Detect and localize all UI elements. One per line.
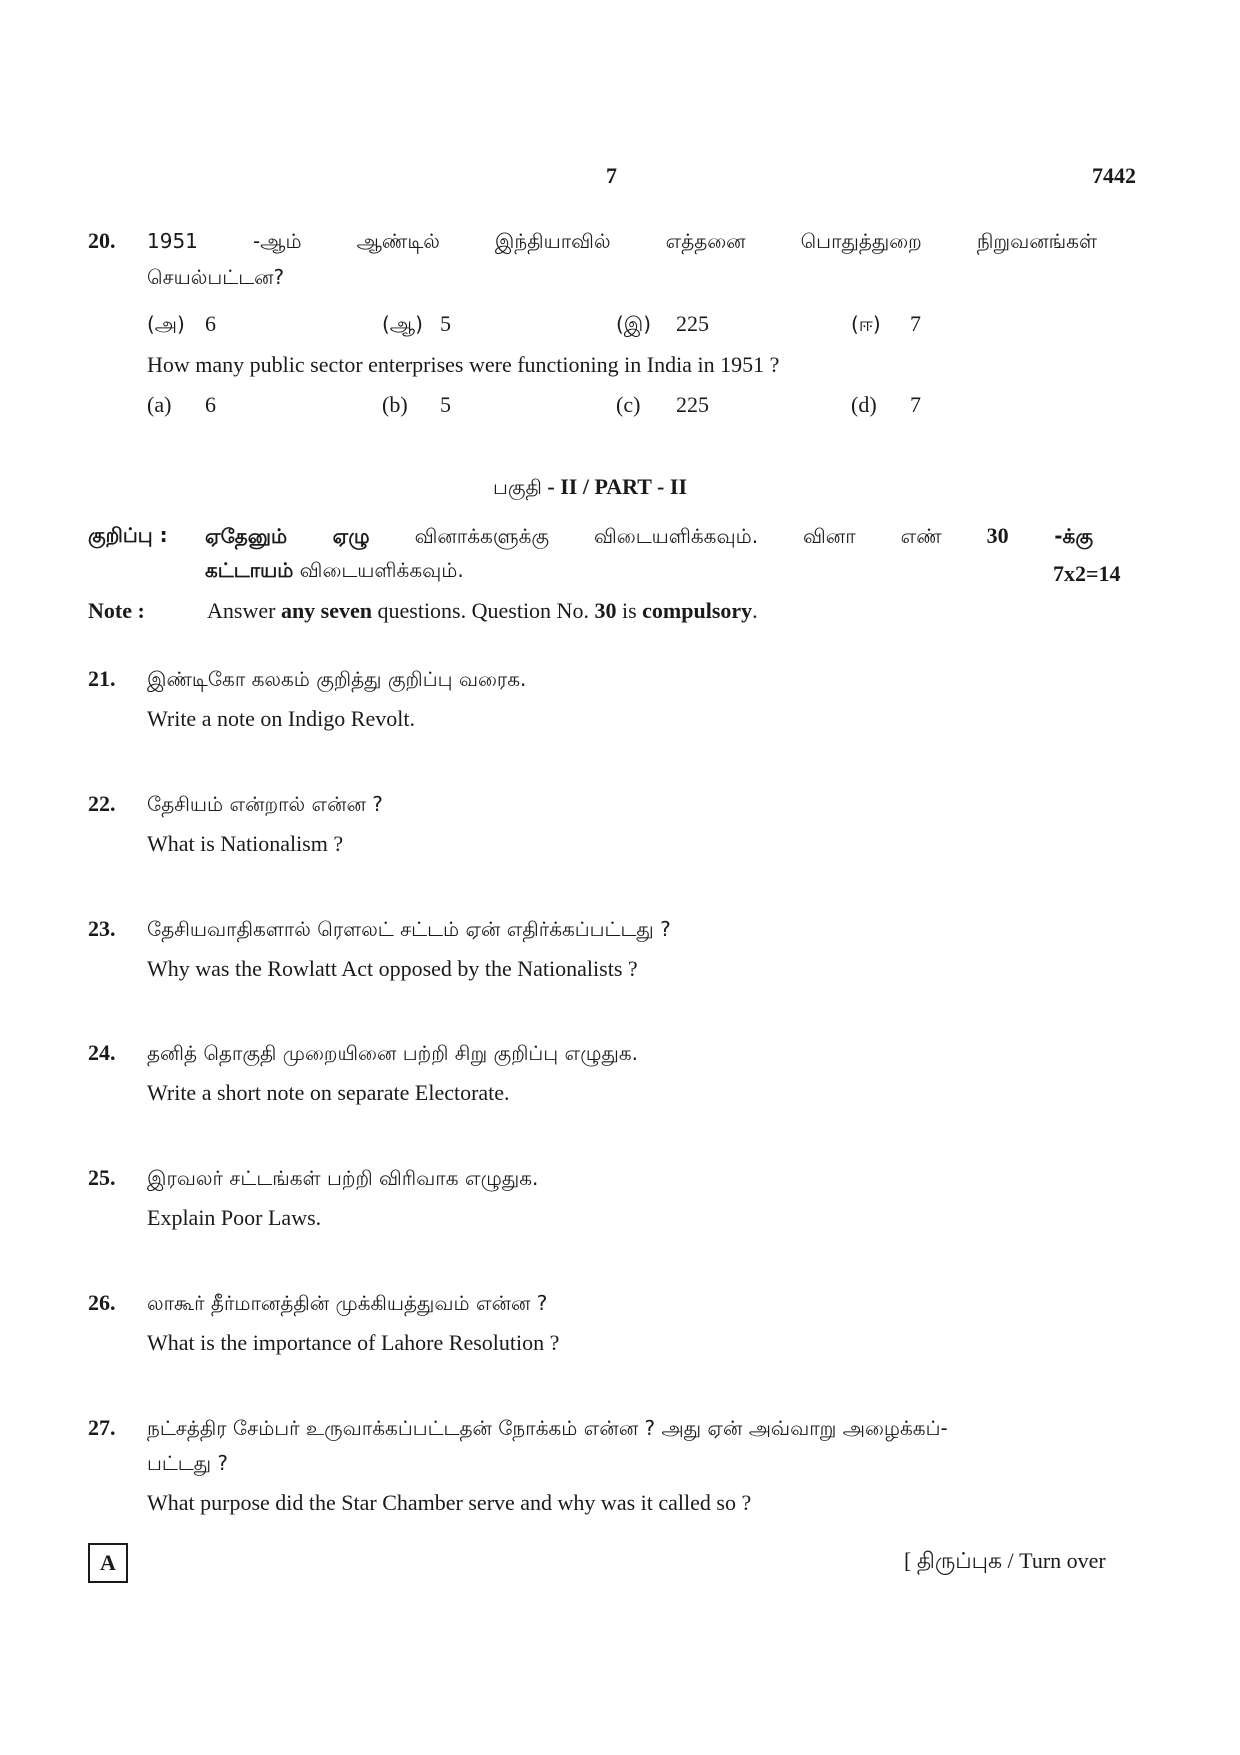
- question-text-en: Why was the Rowlatt Act opposed by the Nationalists ?: [147, 956, 638, 981]
- option-value: 5: [440, 311, 451, 336]
- note-bold: compulsory: [642, 598, 753, 623]
- turn-over-text: [ திருப்புக / Turn over: [904, 1548, 1106, 1573]
- note-text-ta-line2: [205, 558, 464, 585]
- option-label: (ஆ): [382, 312, 423, 336]
- note-label-ta: குறிப்பு :: [88, 523, 168, 547]
- note-text: வினாக்களுக்கு விடையளிக்கவும். வினா எண்: [369, 524, 987, 548]
- question-text-ta: தனித் தொகுதி முறையினை பற்றி சிறு குறிப்பு எழுதுக.: [147, 1041, 638, 1065]
- question-text-ta: தேசியம் என்றால் என்ன ?: [147, 792, 383, 816]
- question-text-ta: இண்டிகோ கலகம் குறித்து குறிப்பு வரைக.: [147, 667, 527, 691]
- page-number: 7: [606, 163, 617, 188]
- note-bold: ஏதேனும் ஏழு: [205, 524, 370, 548]
- question-text-ta: பட்டது ?: [147, 1451, 229, 1475]
- note-text-ta: [205, 523, 1093, 551]
- note-question-number: 30: [986, 523, 1009, 548]
- series-box: A: [88, 1543, 128, 1583]
- paper-code: 7442: [1092, 163, 1136, 188]
- question-number: 24.: [88, 1040, 116, 1065]
- part-heading-sep: -: [541, 474, 561, 499]
- part-heading-ta: பகுதி: [492, 475, 542, 499]
- option-value: 5: [440, 392, 451, 417]
- question-number: 25.: [88, 1165, 116, 1190]
- marks: 7x2=14: [1053, 561, 1121, 586]
- question-text-en: What is the importance of Lahore Resolution ?: [147, 1330, 560, 1355]
- option-value: 6: [205, 311, 216, 336]
- note-bold: கட்டாயம்: [205, 558, 294, 582]
- question-number: 23.: [88, 916, 116, 941]
- note-text: questions. Question No.: [372, 598, 595, 623]
- question-number: 26.: [88, 1290, 116, 1315]
- question-text-ta: தேசியவாதிகளால் ரௌலட் சட்டம் ஏன் எதிர்க்கப்பட்டது ?: [147, 917, 671, 941]
- note-bold: any seven: [280, 598, 372, 623]
- option-label: (c): [616, 392, 641, 417]
- note-text: Answer: [207, 598, 281, 623]
- question-text-ta: நட்சத்திர சேம்பர் உருவாக்கப்பட்டதன் நோக்கம் என்ன ? அது ஏன் அவ்வாறு அழைக்கப்-: [147, 1416, 948, 1440]
- question-text-ta: 1951 -ஆம் ஆண்டில் இந்தியாவில் எத்தனை பொதுத்துறை நிறுவனங்கள்: [147, 229, 1097, 253]
- part-heading: [0, 474, 1180, 502]
- option-label: (b): [382, 392, 408, 417]
- option-label: (d): [851, 392, 877, 417]
- option-label: (ஈ): [851, 312, 881, 336]
- note-text: விடையளிக்கவும்.: [293, 558, 464, 582]
- option-label: (அ): [147, 312, 185, 336]
- question-text-en: Write a note on Indigo Revolt.: [147, 706, 415, 731]
- option-label: (a): [147, 392, 172, 417]
- option-value: 225: [676, 392, 709, 417]
- part-heading-en: II / PART - II: [560, 474, 688, 499]
- question-number: 21.: [88, 666, 116, 691]
- question-text-en: What is Nationalism ?: [147, 831, 344, 856]
- note-text-en: [207, 598, 758, 624]
- question-text-ta: செயல்பட்டன?: [147, 265, 285, 289]
- question-text-en: What purpose did the Star Chamber serve and why was it called so ?: [147, 1490, 752, 1515]
- question-text-en: How many public sector enterprises were functioning in India in 1951 ?: [147, 352, 780, 377]
- question-text-en: Write a short note on separate Electorate.: [147, 1080, 510, 1105]
- question-number: 22.: [88, 791, 116, 816]
- option-value: 7: [910, 392, 921, 417]
- turn-over: [904, 1548, 1106, 1577]
- question-text-ta: லாகூர் தீர்மானத்தின் முக்கியத்துவம் என்ன ?: [147, 1291, 548, 1315]
- note-bold: 30: [594, 598, 617, 623]
- option-value: 7: [910, 311, 921, 336]
- note-text: .: [752, 598, 758, 623]
- question-number: 27.: [88, 1415, 116, 1440]
- question-number: 20.: [88, 228, 116, 253]
- question-text-en: Explain Poor Laws.: [147, 1205, 322, 1230]
- note-text: is: [616, 598, 643, 623]
- option-value: 225: [676, 311, 709, 336]
- note-label-en: Note :: [88, 598, 145, 623]
- note-bold: -க்கு: [1008, 524, 1093, 548]
- option-label: (இ): [616, 312, 652, 336]
- option-value: 6: [205, 392, 216, 417]
- question-text-ta: இரவலர் சட்டங்கள் பற்றி விரிவாக எழுதுக.: [147, 1166, 539, 1190]
